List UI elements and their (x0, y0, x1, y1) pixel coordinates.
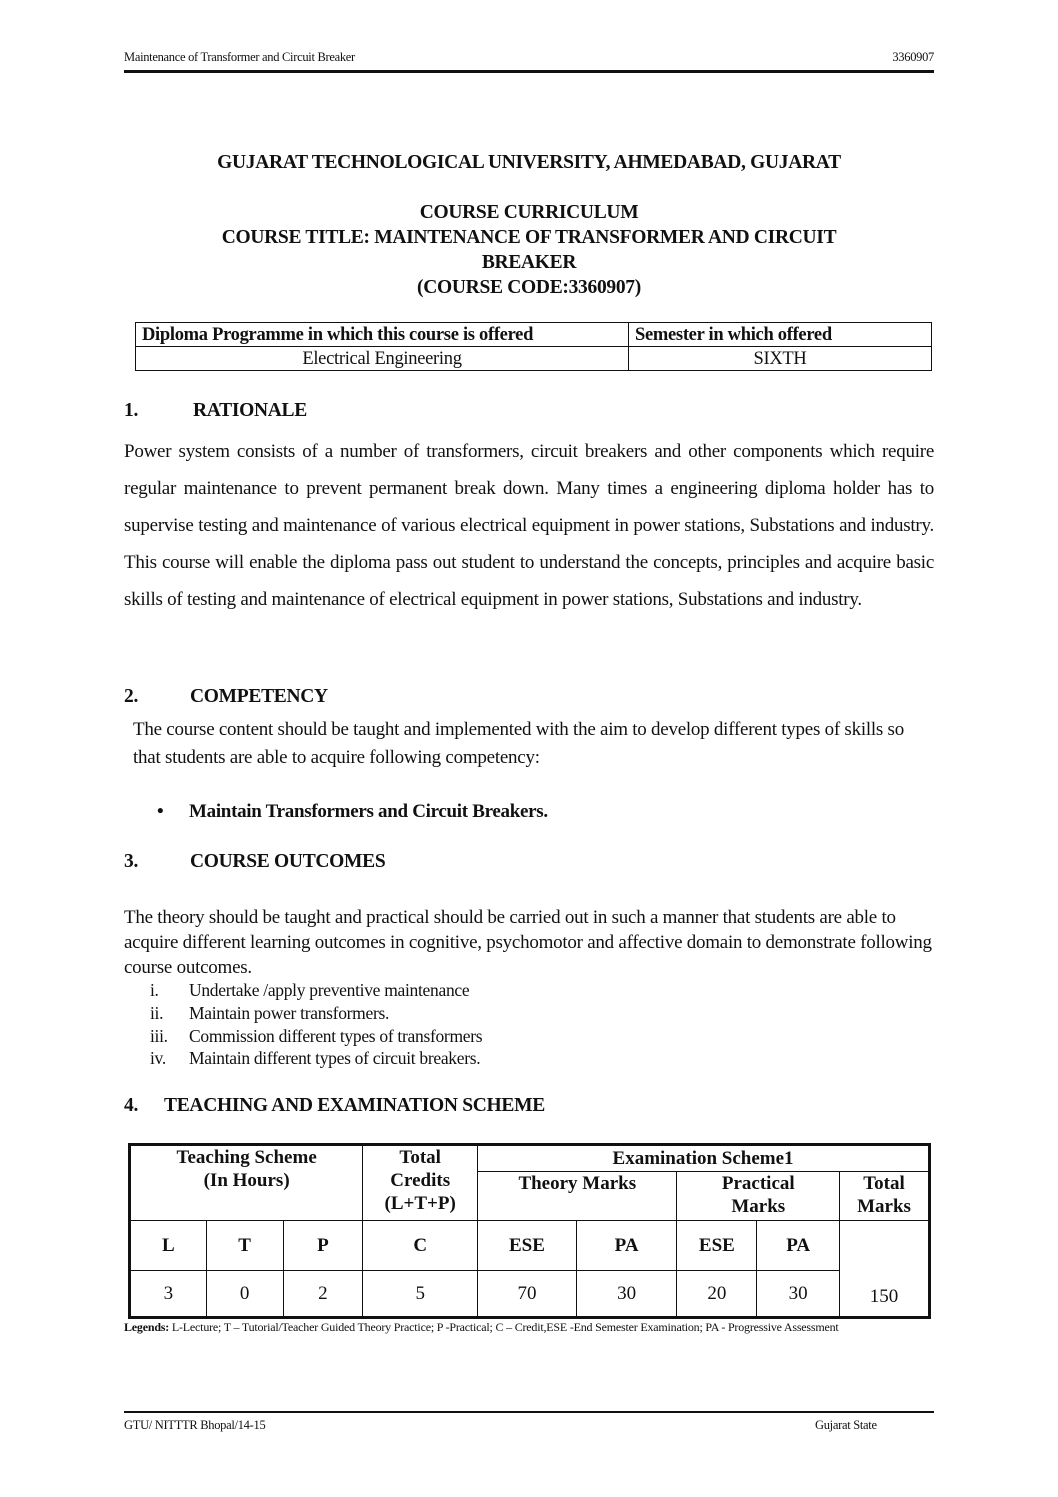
footer-right: Gujarat State (815, 1418, 877, 1432)
list-item: i. Undertake /apply preventive maintenance (150, 980, 470, 1000)
footer-rule (124, 1411, 934, 1413)
col-header-l: L (130, 1221, 207, 1271)
legend-text: L-Lecture; T – Tutorial/Teacher Guided Theory Practice; P -Practical; C – Credit,ESE -End Semester Examination; PA - Progressive Assessment (169, 1320, 839, 1334)
section-title: COMPETENCY (190, 686, 328, 707)
competency-bullet (157, 801, 548, 823)
value-c: 5 (363, 1271, 478, 1318)
total-credits-header: Total Credits (L+T+P) (363, 1145, 478, 1221)
table-row (130, 1145, 930, 1172)
col-header-t: T (206, 1221, 283, 1271)
header-rule (124, 70, 934, 73)
col-header-practical-ese: ESE (677, 1221, 757, 1271)
outcomes-text: The theory should be taught and practical should be carried out in such a manner that students are able to acquire different learning outcomes in cognitive, psychomotor and affective domain to demonstrate following course outcomes. (124, 907, 932, 978)
bullet-icon: • (157, 801, 164, 822)
university-name: GUJARAT TECHNOLOGICAL UNIVERSITY, AHMEDABAD, GUJARAT (217, 152, 841, 173)
semester-value: SIXTH (629, 347, 932, 371)
section-heading-outcomes (124, 851, 385, 873)
practical-marks-header: Practical Marks (677, 1172, 840, 1221)
list-item: ii. Maintain power transformers. (150, 1002, 390, 1023)
total-marks-value: 150 (840, 1221, 930, 1318)
value-t: 0 (206, 1271, 283, 1318)
col-header-theory-pa: PA (576, 1221, 677, 1271)
value-theory-ese: 70 (478, 1271, 577, 1318)
examination-scheme-header: Examination Scheme1 (478, 1145, 930, 1172)
competency-item: Maintain Transformers and Circuit Breakers. (189, 801, 548, 822)
curriculum-heading: COURSE CURRICULUM (419, 202, 639, 223)
running-header-code: 3360907 (892, 50, 934, 64)
table-row (136, 323, 932, 347)
teaching-examination-table (128, 1143, 931, 1319)
footer-left: GTU/ NITTTR Bhopal/14-15 (124, 1418, 266, 1432)
programme-table (135, 322, 932, 371)
section-number: 4. (124, 1095, 139, 1116)
section-number: 3. (124, 851, 139, 872)
col-header-c: C (363, 1221, 478, 1271)
programme-header: Diploma Programme in which this course is offered (136, 323, 629, 347)
section-title: COURSE OUTCOMES (190, 851, 386, 872)
table-row (136, 347, 932, 371)
section-title: TEACHING AND EXAMINATION SCHEME (164, 1095, 545, 1116)
course-title-line2: BREAKER (481, 252, 577, 273)
value-theory-pa: 30 (576, 1271, 677, 1318)
section-heading-rationale (124, 400, 307, 422)
competency-text: The course content should be taught and implemented with the aim to develop different types of skills so that students are able to acquire following competency: (133, 719, 904, 768)
table-legend (124, 1320, 934, 1335)
section-heading-scheme (124, 1095, 545, 1117)
col-header-practical-pa: PA (757, 1221, 840, 1271)
running-header-title: Maintenance of Transformer and Circuit Breaker (124, 50, 355, 64)
section-title: RATIONALE (193, 400, 307, 421)
semester-header: Semester in which offered (629, 323, 932, 347)
outcomes-list (150, 979, 482, 1070)
col-header-theory-ese: ESE (478, 1221, 577, 1271)
course-code: (COURSE CODE:3360907) (417, 277, 641, 298)
programme-value: Electrical Engineering (136, 347, 629, 371)
value-l: 3 (130, 1271, 207, 1318)
title-block (124, 200, 934, 300)
table-row (130, 1271, 930, 1318)
list-item: iii. Commission different types of transformers (150, 1025, 483, 1046)
value-practical-ese: 20 (677, 1271, 757, 1318)
table-row (130, 1221, 930, 1271)
theory-marks-header: Theory Marks (478, 1172, 677, 1221)
section-heading-competency (124, 686, 328, 708)
value-p: 2 (283, 1271, 363, 1318)
course-title-line1: COURSE TITLE: MAINTENANCE OF TRANSFORMER AND CIRCUIT (221, 227, 837, 248)
col-header-p: P (283, 1221, 363, 1271)
section-number: 2. (124, 686, 139, 707)
value-practical-pa: 30 (757, 1271, 840, 1318)
teaching-scheme-header: Teaching Scheme (In Hours) (130, 1145, 363, 1221)
legend-label: Legends: (124, 1320, 170, 1334)
section-number: 1. (124, 400, 139, 421)
list-item: iv. Maintain different types of circuit breakers. (150, 1048, 481, 1069)
total-marks-header: Total Marks (840, 1172, 930, 1221)
rationale-text: Power system consists of a number of transformers, circuit breakers and other components which require regular maintenance to prevent permanent break down. Many times a engineering diploma holder has to supervise testing and maintenance of various electrical equipment in power stations, Substations and industry. This course will enable the diploma pass out student to understand the concepts, principles and acquire basic skills of testing and maintenance of electrical equipment in power stations, Substations and industry. (124, 441, 934, 610)
